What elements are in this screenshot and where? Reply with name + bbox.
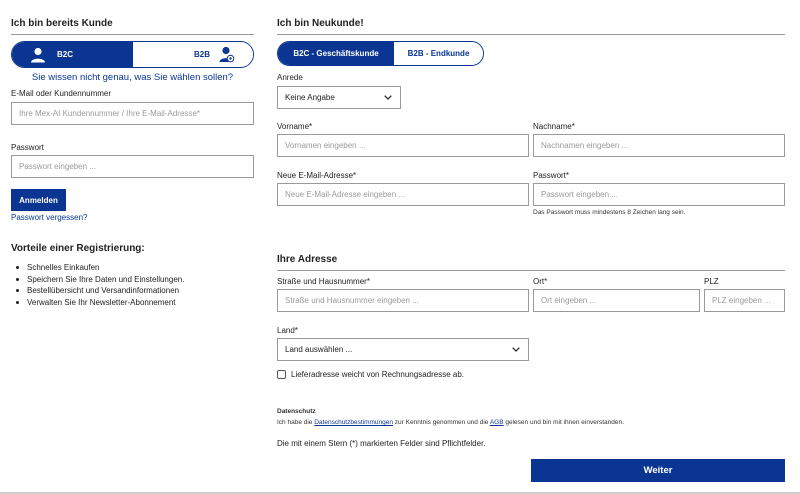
firstname-input[interactable]: Vornamen eingeben ... bbox=[277, 134, 529, 157]
login-customer-type-toggle bbox=[11, 41, 254, 68]
country-value: Land auswählen ... bbox=[285, 345, 353, 354]
country-label: Land* bbox=[277, 326, 298, 335]
chevron-down-icon bbox=[383, 93, 393, 103]
street-label: Straße und Hausnummer* bbox=[277, 277, 370, 286]
privacy-policy-link[interactable]: Datenschutzbestimmungen bbox=[314, 419, 393, 426]
login-email-input[interactable]: Ihre Mex-AI Kundennummer / Ihre E-Mail-Adresse* bbox=[11, 102, 254, 125]
alt-shipping-row bbox=[277, 370, 464, 379]
privacy-heading: Datenschutz bbox=[277, 408, 316, 415]
login-button[interactable]: Anmelden bbox=[11, 189, 66, 211]
salutation-value: Keine Angabe bbox=[285, 93, 335, 102]
city-input[interactable]: Ort eingeben ... bbox=[533, 289, 700, 312]
login-heading: Ich bin bereits Kunde bbox=[11, 18, 113, 29]
benefits-list bbox=[11, 262, 254, 308]
privacy-text-middle: zur Kenntnis genommen und die bbox=[393, 419, 490, 426]
benefit-item: Speichern Sie Ihre Daten und Einstellungen. bbox=[11, 274, 254, 286]
user-icon bbox=[30, 47, 46, 63]
zip-input[interactable]: PLZ eingeben ... bbox=[704, 289, 785, 312]
address-heading: Ihre Adresse bbox=[277, 254, 338, 265]
agb-link[interactable]: AGB bbox=[489, 419, 504, 426]
submit-button[interactable]: Weiter bbox=[531, 459, 785, 482]
benefits-heading: Vorteile einer Registrierung: bbox=[11, 243, 145, 254]
lastname-label: Nachname* bbox=[533, 122, 575, 131]
country-select[interactable] bbox=[277, 338, 529, 361]
salutation-select[interactable] bbox=[277, 86, 401, 109]
register-toggle-b2b[interactable]: B2B - Endkunde bbox=[394, 42, 483, 65]
privacy-text bbox=[277, 419, 785, 426]
register-password-input[interactable]: Passwort eingeben ... bbox=[533, 183, 785, 206]
password-hint: Das Passwort muss mindestens 8 Zeichen lang sein. bbox=[533, 209, 686, 216]
alt-shipping-label: Lieferadresse weicht von Rechnungsadresse ab. bbox=[291, 370, 464, 379]
register-toggle-b2c[interactable]: B2C - Geschäftskunde bbox=[278, 42, 394, 65]
benefit-item: Schnelles Einkaufen bbox=[11, 262, 254, 274]
register-email-input[interactable]: Neue E-Mail-Adresse eingeben ... bbox=[277, 183, 529, 206]
login-toggle-b2c[interactable] bbox=[12, 42, 133, 67]
salutation-label: Anrede bbox=[277, 73, 303, 82]
city-label: Ort* bbox=[533, 277, 548, 286]
register-heading: Ich bin Neukunde! bbox=[277, 18, 364, 29]
benefit-item: Bestellübersicht und Versandinformationen bbox=[11, 285, 254, 297]
forgot-password-link[interactable]: Passwort vergessen? bbox=[11, 213, 88, 222]
login-heading-rule bbox=[11, 34, 254, 35]
register-heading-rule bbox=[277, 34, 785, 35]
login-email-label: E-Mail oder Kundennummer bbox=[11, 89, 112, 98]
lastname-input[interactable]: Nachnamen eingeben ... bbox=[533, 134, 785, 157]
login-toggle-b2c-label: B2C bbox=[57, 50, 74, 59]
benefit-item: Verwalten Sie Ihr Newsletter-Abonnement bbox=[11, 297, 254, 309]
business-user-icon bbox=[219, 46, 235, 63]
street-input[interactable]: Straße und Hausnummer eingeben ... bbox=[277, 289, 529, 312]
register-email-label: Neue E-Mail-Adresse* bbox=[277, 171, 357, 180]
login-password-label: Passwort bbox=[11, 143, 44, 152]
alt-shipping-checkbox[interactable] bbox=[277, 370, 286, 379]
firstname-label: Vorname* bbox=[277, 122, 313, 131]
privacy-text-after: gelesen und bin mit ihnen einverstanden. bbox=[503, 419, 624, 426]
privacy-text-before: Ich habe die bbox=[277, 419, 315, 426]
login-password-input[interactable]: Passwort eingeben ... bbox=[11, 155, 254, 178]
login-toggle-b2b-label: B2B bbox=[193, 50, 210, 59]
zip-label: PLZ bbox=[704, 277, 719, 286]
login-toggle-b2b[interactable] bbox=[133, 42, 254, 67]
address-heading-rule bbox=[277, 270, 785, 271]
register-password-label: Passwort* bbox=[533, 171, 570, 180]
required-fields-note: Die mit einem Stern (*) markierten Felder sind Pflichtfelder. bbox=[277, 439, 486, 448]
register-customer-type-toggle bbox=[277, 41, 484, 66]
login-help-link[interactable]: Sie wissen nicht genau, was Sie wählen sollen? bbox=[31, 72, 234, 83]
chevron-down-icon bbox=[511, 345, 521, 355]
